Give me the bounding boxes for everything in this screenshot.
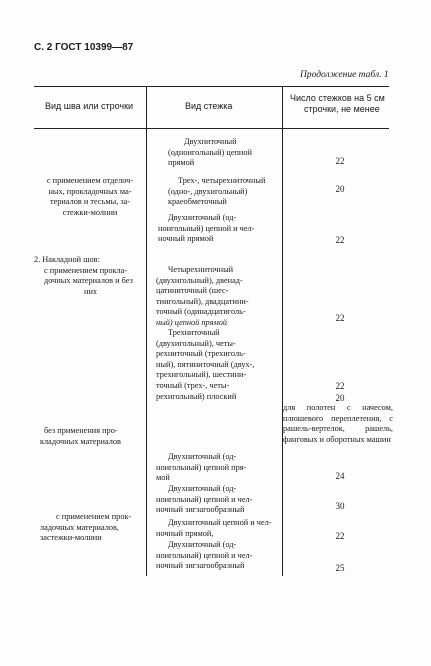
text-line: Трехниточный bbox=[168, 328, 220, 337]
text-line: краеобметочный bbox=[168, 197, 227, 207]
text-line: ноигольный) цепной и чел- bbox=[156, 550, 253, 560]
text-line: рехниточный (трехиголь- bbox=[156, 349, 246, 359]
text-line: ладочных материалов, bbox=[40, 522, 119, 532]
text-line: тиигольный), двадцатини- bbox=[156, 296, 249, 306]
stitch-count: 22 bbox=[335, 156, 345, 166]
stitch-flat bbox=[156, 328, 254, 402]
stitch-count: 20 bbox=[335, 393, 345, 403]
fabric-note: для полотен с начесом, плюшевого переплетения, с рашель-вертелок, рашель, фанговых и оборотных машин bbox=[283, 403, 393, 444]
column-divider-2 bbox=[282, 86, 283, 576]
seam-with-finishing-materials bbox=[38, 176, 142, 218]
stitch-chain-straight bbox=[148, 452, 246, 484]
column-header-count-line2: строчки, не менее bbox=[304, 104, 380, 114]
text-line: стежки-молнии bbox=[62, 207, 118, 217]
seam-without-interlining bbox=[34, 426, 121, 447]
text-line: Трех-, четырехниточный bbox=[178, 176, 266, 185]
text-line: ноигольный) цепной пря- bbox=[156, 462, 247, 472]
stitch-multi-needle-chain bbox=[156, 265, 249, 329]
text-line: дочных материалов и без bbox=[44, 276, 133, 286]
seam-with-interlining-zipper bbox=[34, 512, 131, 544]
stitch-chain-lock-zigzag bbox=[148, 540, 252, 572]
stitch-chain-lock bbox=[158, 213, 254, 245]
text-line: ночный прямой bbox=[158, 234, 214, 244]
text-line: ночный зигзагообразный bbox=[156, 505, 245, 515]
text-line: Двухниточный bbox=[184, 137, 237, 146]
column-divider-1 bbox=[146, 86, 147, 576]
column-header-count-line1: Число стежков на 5 см bbox=[290, 93, 385, 103]
table-continuation-label: Продолжение табл. 1 bbox=[300, 70, 389, 80]
stitch-count: 22 bbox=[335, 235, 345, 245]
text-line: с применением отделоч- bbox=[46, 176, 134, 185]
text-line: прямой bbox=[168, 158, 195, 168]
stitch-overlock bbox=[168, 176, 265, 208]
text-line: Двухниточный (од- bbox=[168, 484, 237, 493]
text-line: ных, прокладочных ма- bbox=[48, 186, 132, 196]
text-line: 2. Накладной шов: bbox=[34, 255, 100, 264]
text-line: рехигольный) плоский bbox=[156, 391, 237, 401]
text-line: трехигольный), шестини- bbox=[156, 370, 247, 380]
stitch-chain-2thread bbox=[168, 137, 252, 169]
text-line: ноигольный) цепной и чел- bbox=[158, 223, 255, 233]
text-line: (двухигольный), четы- bbox=[156, 338, 236, 348]
stitch-count: 30 bbox=[335, 501, 345, 511]
text-line: цатиниточный (шес- bbox=[156, 286, 229, 296]
column-header-seam: Вид шва или строчки bbox=[45, 101, 134, 111]
text-line: (одноигольный) цепной bbox=[168, 147, 252, 157]
text-line: Двухниточный (од- bbox=[168, 540, 237, 549]
page-header: С. 2 ГОСТ 10399—87 bbox=[34, 42, 134, 53]
stitch-count: 22 bbox=[335, 381, 345, 391]
column-header-stitch: Вид стежка bbox=[185, 101, 233, 111]
seam-overlay bbox=[34, 255, 133, 297]
text-line: Двухниточный (од- bbox=[168, 452, 237, 461]
stitch-count: 22 bbox=[335, 531, 345, 541]
table-header-rule bbox=[34, 128, 389, 129]
text-line: (одно-, двухигольный) bbox=[168, 186, 248, 196]
stitch-count: 22 bbox=[335, 313, 345, 323]
stitch-chain-zigzag bbox=[148, 484, 252, 516]
text-line: ночный зигзагообразный bbox=[156, 561, 245, 571]
text-line: ноигольный) цепной и чел- bbox=[156, 494, 253, 504]
text-line: ный) цепной прямой bbox=[156, 317, 228, 327]
text-line: мой bbox=[156, 473, 170, 483]
table-top-rule bbox=[34, 86, 389, 87]
text-line: (двухигольный), двенад- bbox=[156, 275, 243, 285]
text-line: застежки-молнии bbox=[40, 533, 102, 543]
text-line: ночный прямой, bbox=[156, 528, 214, 538]
stitch-chain-lock-straight bbox=[148, 518, 272, 539]
text-line: Двухниточный цепной и чел- bbox=[168, 518, 272, 527]
text-line: Четырехниточный bbox=[168, 265, 234, 274]
text-line: кладочных материалов bbox=[40, 436, 121, 446]
text-line: ный), пятиниточный (двух-, bbox=[156, 359, 255, 369]
text-line: них bbox=[84, 286, 98, 296]
text-line: с применением прок- bbox=[56, 512, 132, 521]
text-line: точный (одинадцатиголь- bbox=[156, 307, 246, 317]
stitch-count: 25 bbox=[335, 563, 345, 573]
text-line: териалов и тесьмы, за- bbox=[49, 197, 131, 207]
text-line: точный (трех-, четы- bbox=[156, 380, 230, 390]
stitch-count: 24 bbox=[335, 471, 345, 481]
text-line: с применением прокла- bbox=[44, 265, 128, 275]
text-line: без применения про- bbox=[44, 426, 118, 435]
text-line: Двухниточный (од- bbox=[168, 213, 237, 222]
stitch-count: 20 bbox=[335, 184, 345, 194]
